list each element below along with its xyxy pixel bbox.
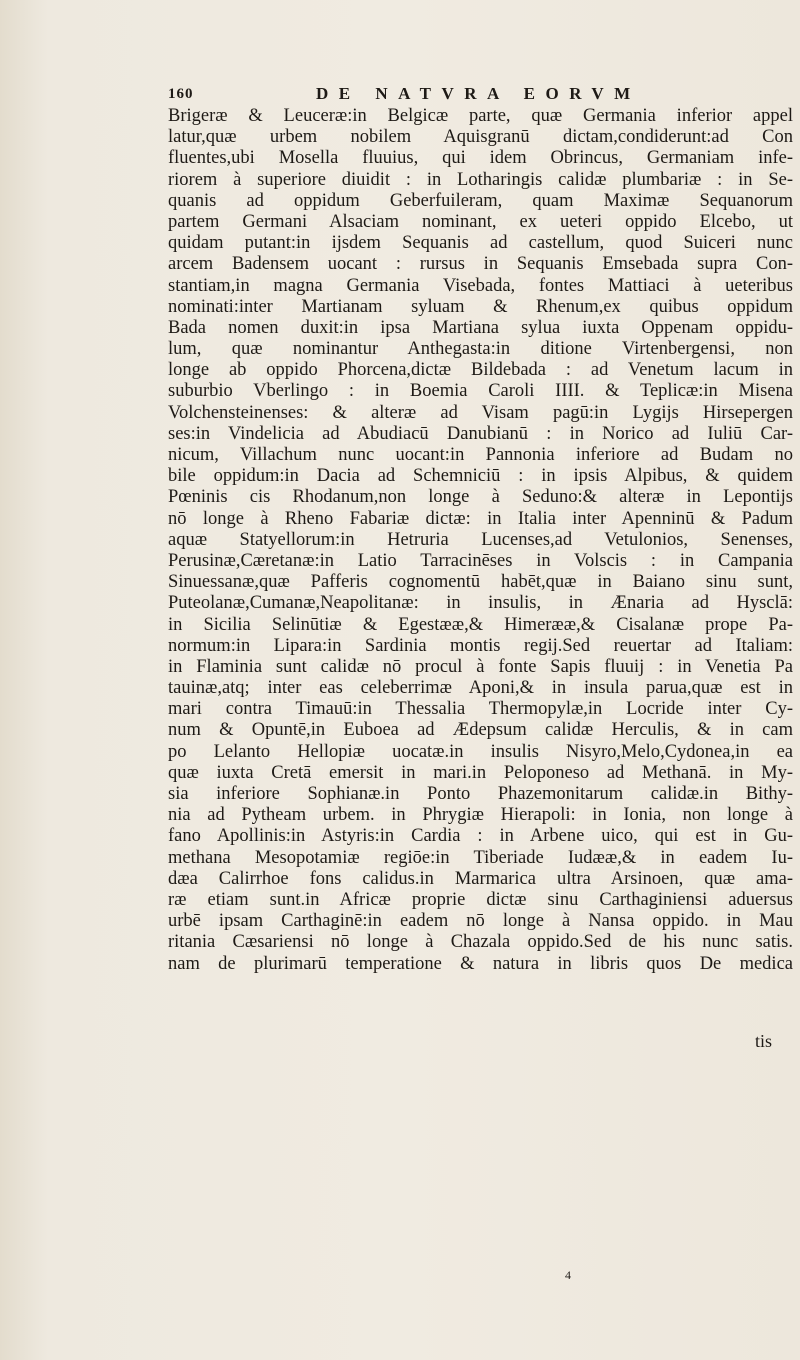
text-line: fluentes,ubi Mosella fluuius, qui idem Obrincus, Germaniam infe-: [168, 148, 793, 169]
text-line: quidam putant:in ijsdem Sequanis ad castellum, quod Suiceri nunc: [168, 233, 793, 254]
running-title: DE NATVRA EORVM: [316, 84, 641, 103]
text-line: Sinuessanæ,quæ Pafferis cognomentū habēt,quæ in Baiano sinu sunt,: [168, 572, 793, 593]
text-line: in Sicilia Selinūtiæ & Egestææ,& Himerææ,& Cisalanæ prope Pa-: [168, 614, 793, 635]
signature-mark: 4: [565, 1268, 571, 1282]
text-line: Brigeræ & Leuceræ:in Belgicæ parte, quæ Germania inferior appel: [168, 106, 793, 126]
text-line: ritania Cæsariensi nō longe à Chazala oppido.Sed de his nunc satis.: [168, 932, 793, 953]
text-line: aquæ Statyellorum:in Hetruria Lucenses,ad Vetulonios, Senenses,: [168, 529, 793, 550]
text-line: mari contra Timauū:in Thessalia Thermopylæ,in Locride inter Cy-: [168, 699, 793, 720]
text-line: ræ etiam sunt.in Africæ proprie dictæ sinu Carthaginiensi aduersus: [168, 889, 793, 910]
text-line: Perusinæ,Cæretanæ:in Latio Tarracinēses in Volscis : in Campania: [168, 550, 793, 571]
text-line: suburbio Vberlingo : in Boemia Caroli IIII. & Teplicæ:in Misena: [168, 381, 793, 402]
text-line: in Flaminia sunt calidæ nō procul à fonte Sapis fluuij : in Venetia Pa: [168, 656, 793, 677]
text-line: dæa Calirrhoe fons calidus.in Marmarica ultra Arsinoen, quæ ama-: [168, 868, 793, 889]
text-line: tauinæ,atq; inter eas celeberrimæ Aponi,& in insula parua,quæ est in: [168, 678, 793, 699]
text-line: longe ab oppido Phorcena,dictæ Bildebada : ad Venetum lacum in: [168, 360, 793, 381]
text-line: bile oppidum:in Dacia ad Schemniciū : in ipsis Alpibus, & quidem: [168, 466, 793, 487]
text-line: methana Mesopotamiæ regiōe:in Tiberiade Iudææ,& in eadem Iu-: [168, 847, 793, 868]
text-line: ses:in Vindelicia ad Abudiacū Danubianū : in Norico ad Iuliū Car-: [168, 423, 793, 444]
text-line: Pœninis cis Rhodanum,non longe à Seduno:& alteræ in Lepontijs: [168, 487, 793, 508]
text-line: po Lelanto Hellopiæ uocatæ.in insulis Nisyro,Melo,Cydonea,in ea: [168, 741, 793, 762]
page-number: 160: [168, 86, 194, 102]
text-line: nominati:inter Martianam syluam & Rhenum,ex quibus oppidum: [168, 296, 793, 317]
text-line: sia inferiore Sophianæ.in Ponto Phazemonitarum calidæ.in Bithy-: [168, 784, 793, 804]
text-line: nam de plurimarū temperatione & natura in libris quos De medica: [168, 953, 793, 974]
text-line: Volchensteinenses: & alteræ ad Visam pagū:in Lygijs Hirsepergen: [168, 402, 793, 423]
catchword: tis: [755, 1031, 773, 1051]
text-line: partem Germani Alsaciam nominant, ex ueteri oppido Elcebo, ut: [168, 211, 793, 232]
text-line: nicum, Villachum nunc uocant:in Pannonia inferiore ad Budam no: [168, 445, 793, 465]
text-line: lum, quæ nominantur Anthegasta:in ditione Virtenbergensi, non: [168, 339, 793, 360]
text-line: num & Opuntē,in Euboea ad Ædepsum calidæ Herculis, & in cam: [168, 720, 793, 741]
text-line: fano Apollinis:in Astyris:in Cardia : in Arbene uico, qui est in Gu-: [168, 826, 793, 847]
text-line: stantiam,in magna Germania Visebada, fontes Mattiaci à ueteribus: [168, 275, 793, 296]
text-line: latur,quæ urbem nobilem Aquisgranū dictam,condiderunt:ad Con: [168, 127, 793, 148]
text-line: urbē ipsam Carthaginē:in eadem nō longe à Nansa oppido. in Mau: [168, 911, 793, 932]
text-line: arcem Badensem uocant : rursus in Sequanis Emsebada supra Con-: [168, 254, 793, 275]
text-line: Bada nomen duxit:in ipsa Martiana sylua iuxta Oppenam oppidu-: [168, 317, 793, 338]
text-line: quæ iuxta Cretā emersit in mari.in Peloponeso ad Methanā. in My-: [168, 762, 793, 783]
text-line: riorem à superiore diuidit : in Lotharingis calidæ plumbariæ : in Se-: [168, 169, 793, 190]
text-line: nō longe à Rheno Fabariæ dictæ: in Italia inter Apenninū & Padum: [168, 508, 793, 529]
text-block: [168, 106, 793, 975]
text-line: nia ad Pytheam urbem. in Phrygiæ Hierapoli: in Ionia, non longe à: [168, 805, 793, 826]
text-line: normum:in Lipara:in Sardinia montis regij.Sed reuertar ad Italiam:: [168, 635, 793, 656]
text-line: Puteolanæ,Cumanæ,Neapolitanæ: in insulis, in Ænaria ad Hysclā:: [168, 593, 793, 614]
text-line: quanis ad oppidum Geberfuileram, quam Maximæ Sequanorum: [168, 190, 793, 211]
